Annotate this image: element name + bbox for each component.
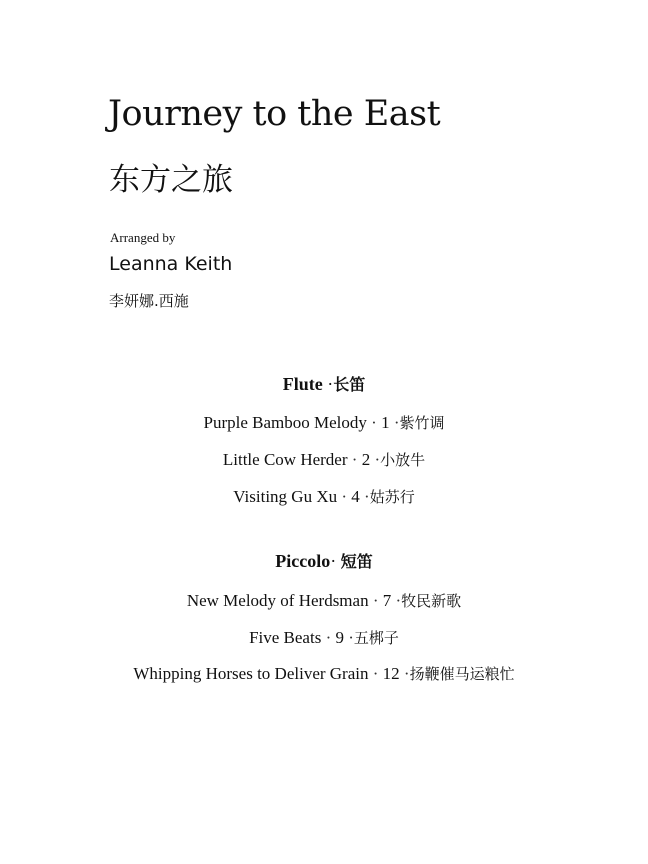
- arranger-name-chinese: 李妍娜.西施: [109, 292, 189, 310]
- toc-entry: [0, 486, 648, 507]
- piece-title-chinese: 小放牛: [380, 451, 426, 469]
- section-heading-flute: [0, 372, 648, 395]
- section-name-chinese: 长笛: [333, 375, 366, 394]
- separator: ·: [351, 450, 358, 469]
- section-name-chinese: 短笛: [340, 552, 373, 571]
- separator: ·: [325, 628, 332, 647]
- piece-title-chinese: 姑苏行: [369, 488, 415, 506]
- piece-title: Five Beats: [249, 628, 322, 647]
- separator: ·: [374, 450, 381, 469]
- piece-title-chinese: 扬鞭催马运粮忙: [409, 665, 515, 683]
- separator: ·: [341, 487, 348, 506]
- arranger-name: Leanna Keith: [109, 253, 233, 275]
- separator: ·: [364, 487, 370, 506]
- page-number: 7: [382, 591, 392, 610]
- page-number: 1: [381, 413, 390, 432]
- document-title: Journey to the East: [108, 94, 441, 134]
- separator: ·: [393, 413, 400, 432]
- page-number: 12: [382, 664, 400, 683]
- piece-title: Little Cow Herder: [222, 450, 348, 469]
- page-number: 9: [335, 628, 344, 647]
- arranged-by-label: Arranged by: [110, 230, 176, 245]
- toc-entry: [0, 663, 648, 684]
- page-number: 2: [361, 450, 371, 469]
- piece-title: Purple Bamboo Melody: [203, 413, 367, 432]
- separator: ·: [371, 413, 377, 432]
- separator: ·: [327, 374, 334, 394]
- separator: ·: [372, 591, 379, 610]
- piece-title: Whipping Horses to Deliver Grain: [133, 664, 369, 683]
- piece-title: New Melody of Herdsman: [186, 591, 369, 610]
- piece-title-chinese: 五梆子: [353, 629, 399, 647]
- piece-title: Visiting Gu Xu: [233, 487, 338, 506]
- section-name: Flute: [282, 374, 323, 394]
- page-number: 4: [351, 487, 360, 506]
- toc-entry: [0, 449, 648, 470]
- separator: ·: [330, 551, 337, 571]
- separator: ·: [395, 591, 402, 610]
- separator: ·: [372, 664, 379, 683]
- separator: ·: [348, 628, 354, 647]
- section-name: Piccolo: [275, 551, 331, 571]
- separator: ·: [403, 664, 410, 683]
- piece-title-chinese: 紫竹调: [399, 414, 445, 432]
- document-title-chinese: 东方之旅: [109, 162, 233, 198]
- toc-entry: [0, 627, 648, 648]
- section-heading-piccolo: [0, 549, 648, 572]
- piece-title-chinese: 牧民新歌: [401, 592, 462, 610]
- toc-entry: [0, 412, 648, 433]
- toc-entry: [0, 590, 648, 611]
